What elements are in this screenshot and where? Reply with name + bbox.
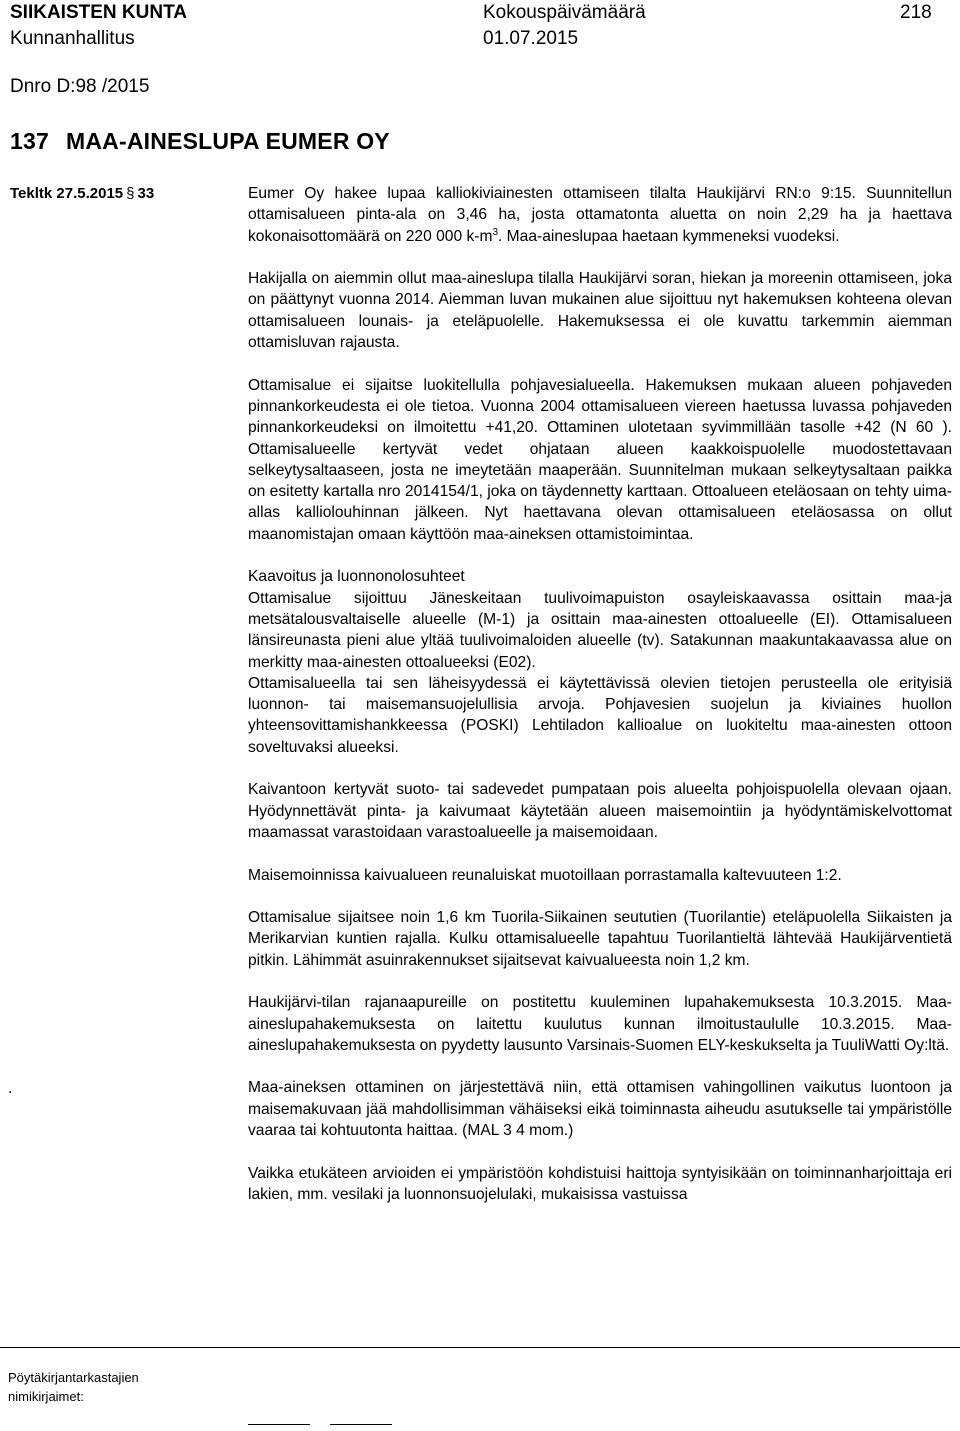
subheading-zoning: Kaavoitus ja luonnonolosuhteet	[248, 568, 465, 586]
footer-label-line: Pöytäkirjantarkastajien	[8, 1370, 139, 1385]
paragraph-hearing: Haukijärvi-tilan rajanaapureille on postitettu kuuleminen lupahakemuksesta 10.3.2015. Maa-aineslupahakemuksesta on laitettu kuulutus kunnan ilmoitustaululle 10.3.2015. Maa-aineslupahakemuksesta on pyydetty lausunto Varsinais-Suomen ELY-keskukselta ja TuuliWatti Oy:ltä.	[248, 994, 952, 1054]
initials-line	[248, 1424, 310, 1425]
section-heading: MAA-AINESLUPA EUMER OY	[66, 128, 390, 154]
paragraph-requirements: Maa-aineksen ottaminen on järjestettävä niin, että ottamisen vahingollinen vaikutus luontoon ja maisemakuvaan jää mahdollisimman vähäiseksi eikä toiminnasta aiheudu asutukselle tai ympäristölle vaaraa tai kohtuutonta haittaa. (MAL 3 4 mom.)	[248, 1079, 952, 1140]
footer-divider	[0, 1347, 960, 1348]
paragraph-nature-values: Ottamisalueella tai sen läheisyydessä ei käytettävissä olevien tietojen perusteella ole erityisiä luonnon- tai maisemansuojelullisia arvoja. Pohjavesien suojelun ja kiviaines huollon yhteensovittamishankkeessa (POSKI) Lehtiladon kallioalue on luokiteltu maa-ainesten ottoon soveltuvaksi alueeksi.	[248, 674, 952, 756]
reference-number: 33	[137, 185, 155, 202]
paragraph-application	[248, 183, 952, 247]
paragraph-liability: Vaikka etukäteen arvioiden ei ympäristöön kohdistuisi haittoja syntyisikään on toiminnanharjoittaja eri lakien, mm. vesilaki ja luonnonsuojelulaki, mukaisissa vastuissa	[248, 1164, 952, 1203]
paragraph-landscaping: Maisemoinnissa kaivualueen reunaluiskat muotoillaan porrastamalla kaltevuuteen 1:2.	[248, 866, 842, 884]
paragraph-zoning: Ottamisalue sijoittuu Jäneskeitaan tuulivoimapuiston osayleiskaavassa osittain maa-ja metsätalousvaltaiselle alueelle (M-1) ja osittain maa-ainesten ottoalueelle (EI). Ottamisalueen länsireunasta pieni alue yltää tuulivoimaloiden alueelle (tv). Satakunnan maakuntakaavassa alue on merkitty maa-ainesten ottoalueeksi (E02).	[248, 589, 952, 671]
section-sign: §	[126, 185, 135, 202]
footer-label-line: nimikirjaimet:	[8, 1389, 84, 1404]
section-number: 137	[10, 128, 49, 154]
margin-mark: .	[8, 1080, 13, 1097]
paragraph-text: . Maa-aineslupaa haetaan kymmeneksi vuodeksi.	[498, 227, 840, 245]
previous-handling-reference	[10, 183, 154, 204]
reviewer-initials-label	[8, 1368, 139, 1406]
meeting-date-label: Kokouspäivämäärä	[483, 2, 646, 23]
reference-text: Tekltk 27.5.2015	[10, 185, 124, 202]
initials-line	[330, 1424, 392, 1425]
paragraph-location: Ottamisalue sijaitsee noin 1,6 km Tuorila-Siikainen seututien (Tuorilantie) eteläpuolella Siikaisten ja Merikarvian kuntien rajalla. Kulku ottamisalueelle tapahtuu Tuorilantieltä lähtevää Haukijärventietä pitkin. Lähimmät asuinrakennukset sijaitsevat kaivualueesta noin 1,2 km.	[248, 909, 952, 969]
organization-name: SIIKAISTEN KUNTA	[10, 2, 187, 23]
page-number: 218	[900, 2, 932, 23]
paragraph-groundwater: Ottamisalue ei sijaitse luokitellulla pohjavesialueella. Hakemuksen mukaan alueen pohjaveden pinnankorkeudesta ei ole tietoa. Vuonna 2004 ottamisalueen viereen haetussa luvassa pohjaveden pinnankorkeudeksi on ilmoitettu +41,20. Ottaminen ulotetaan syvimmillään tasolle +42 (N 60 ). Ottamisalueelle kertyvät vedet ohjataan alueen kaakkoispuolelle muodostettavaan selkeytysaltaaseen, josta ne imeytetään maaperään. Suunnitelman mukaan selkeytysaltaan paikka on esitetty kartalla nro 2014154/1, joka on täydennetty karttaan. Ottoalueen eteläosaan on tehty uima-allas kalliolouhinnan jälkeen. Nyt haettavana olevan ottamisalueen eteläosassa on ollut maanomistajan omaan käyttöön maa-aineksen ottamistoimintaa.	[248, 376, 952, 543]
section-title	[10, 127, 390, 155]
document-body	[248, 183, 952, 1205]
paragraph-previous-permit: Hakijalla on aiemmin ollut maa-aineslupa tilalla Haukijärvi soran, hiekan ja moreenin ottamiseen, joka on päättynyt vuonna 2014. Aiemman luvan mukainen alue sijoittuu nyt hakemuksen kohteena olevan ottamisalueen lounais- ja eteläpuolelle. Hakemuksessa ei ole kuvattu tarkemmin aiemman ottamisluvan rajausta.	[248, 270, 952, 352]
meeting-date: 01.07.2015	[483, 28, 579, 49]
paragraph-water-management: Kaivantoon kertyvät suoto- tai sadevedet pumpataan pois alueelta pohjoispuolella olevaan ojaan. Hyödynnettävät pinta- ja kaivumaat käytetään alueen maisemointiin ja hyödyntämiskelvottomat maamassat varastoidaan varastoalueelle ja maisemoidaan.	[248, 781, 952, 841]
paragraph-text: Eumer Oy hakee lupaa kalliokiviainesten ottamiseen tilalta Haukijärvi RN:o 9:15. Suunnitellun ottamisalueen pinta-ala on 3,46 ha, josta ottamatonta aluetta on noin 2,29 ha ja haettava kokonaisottomäärä on 220 000 k-m	[248, 185, 952, 245]
record-number: Dnro D:98 /2015	[10, 76, 150, 97]
superscript-unit: 3	[492, 226, 499, 238]
governing-body: Kunnanhallitus	[10, 28, 135, 49]
